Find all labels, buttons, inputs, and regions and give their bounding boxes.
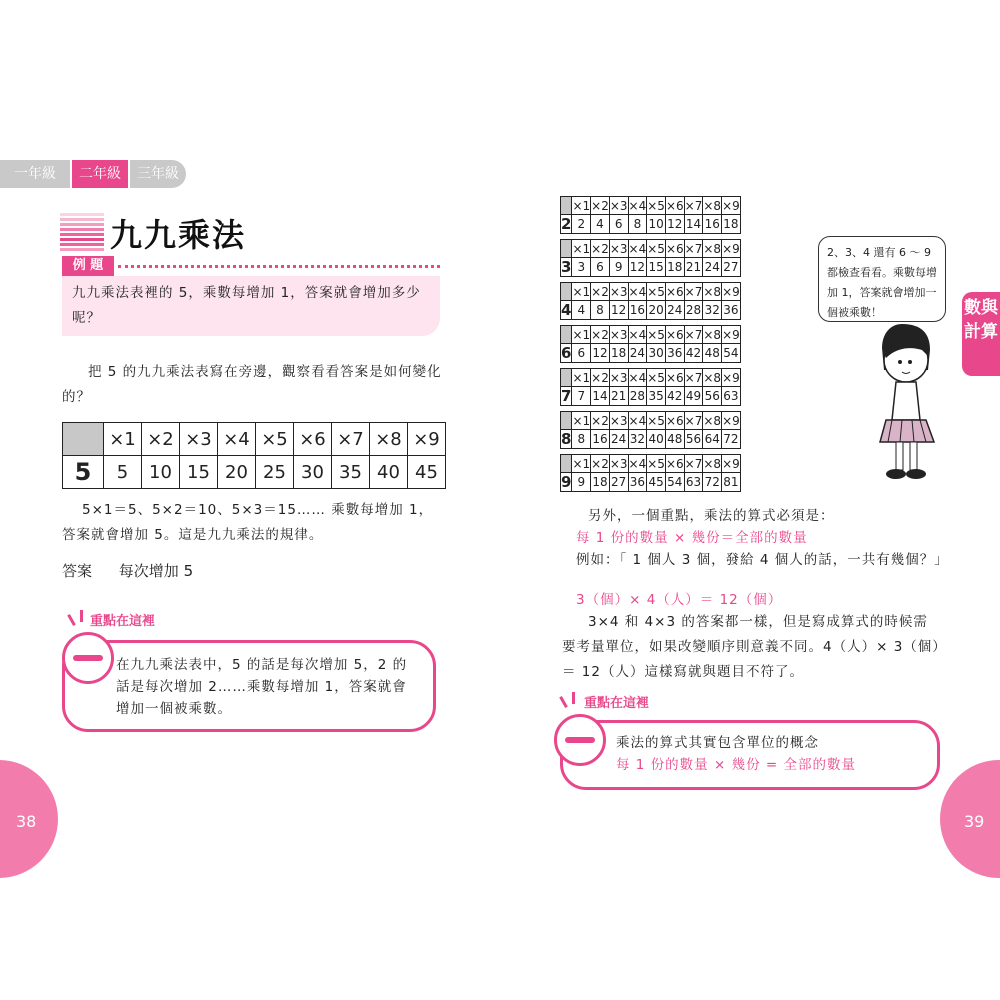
times-table-5	[62, 422, 446, 489]
col-header: ×9	[722, 413, 740, 428]
table-cell: 24	[628, 344, 647, 363]
table-corner	[561, 369, 572, 387]
times-table-2	[560, 196, 741, 234]
col-header: ×7	[684, 241, 703, 256]
side-tab: 數與計算	[962, 292, 1000, 376]
col-header: ×3	[609, 198, 628, 213]
col-header: ×3	[180, 423, 218, 456]
ray-icon	[559, 696, 568, 708]
table-cell: 42	[684, 344, 703, 363]
unit-explanation: 3×4 和 4×3 的答案都一樣，但是寫成算式的時候需要考量單位，如果改變順序則意義不同。4（人）× 3（個）＝ 12（人）這樣寫就與題目不符了。	[562, 614, 941, 680]
col-header: ×8	[703, 413, 722, 428]
right-intro: 另外，一個重點，乘法的算式必須是：	[588, 508, 835, 524]
col-header: ×4	[628, 456, 647, 471]
key-point-text: 在九九乘法表中，5 的話是每次增加 5，2 的話是每次增加 2……乘數每增加 1，答案就會增加一個被乘數。	[116, 657, 408, 717]
col-header: ×4	[628, 284, 647, 299]
example-text: 例如：「 1 個人 3 個，發給 4 個人的話，一共有幾個？」	[576, 552, 949, 568]
col-header: ×1	[572, 327, 591, 342]
col-header: ×6	[665, 241, 684, 256]
col-header: ×6	[665, 327, 684, 342]
col-header: ×1	[572, 284, 591, 299]
col-header: ×1	[572, 413, 591, 428]
col-header: ×7	[684, 413, 703, 428]
table-cell: 18	[609, 344, 628, 363]
col-header: ×5	[647, 284, 665, 299]
col-header: ×2	[591, 198, 609, 213]
col-header: ×8	[703, 198, 722, 213]
col-header: ×5	[647, 327, 665, 342]
ray-icon	[572, 692, 575, 704]
col-header: ×4	[628, 241, 647, 256]
col-header: ×4	[628, 198, 647, 213]
row-header: 6	[561, 344, 572, 362]
tab-grade-3: 三年級	[130, 160, 186, 188]
table-cell: 24	[665, 301, 684, 320]
table-cell: 49	[684, 387, 703, 406]
col-header: ×8	[703, 327, 722, 342]
table-cell: 16	[591, 430, 610, 449]
row-header: 5	[63, 456, 104, 489]
times-table-9	[560, 454, 741, 492]
character-illustration	[862, 320, 952, 490]
row-header: 8	[561, 430, 572, 448]
speech-bubble: 2、3、4 還有 6 ～ 9 都檢查看看。乘數每增加 1，答案就會增加一個被乘數！	[818, 236, 946, 322]
bell-icon	[554, 714, 606, 766]
key-point-right	[554, 690, 944, 800]
col-header: ×4	[628, 413, 647, 428]
table-cell: 63	[722, 387, 741, 406]
col-header: ×5	[647, 370, 665, 385]
col-header: ×5	[647, 241, 665, 256]
col-header: ×6	[665, 413, 684, 428]
col-header: ×9	[722, 456, 740, 471]
example-tag: 例 題	[62, 256, 114, 276]
table-cell: 36	[722, 301, 741, 320]
row-header: 3	[561, 258, 572, 276]
table-cell: 63	[684, 473, 703, 492]
col-header: ×7	[684, 370, 703, 385]
table-cell: 20	[218, 456, 256, 489]
tab-grade-1: 一年級	[0, 160, 70, 188]
table-cell: 45	[408, 456, 446, 489]
table-cell: 54	[665, 473, 684, 492]
table-corner	[561, 197, 572, 215]
times-table-6	[560, 325, 741, 363]
col-header: ×3	[609, 456, 628, 471]
col-header: ×8	[703, 370, 722, 385]
table-cell: 4	[572, 301, 591, 320]
col-header: ×1	[572, 456, 591, 471]
table-cell: 3	[572, 258, 591, 277]
table-cell: 27	[722, 258, 741, 277]
ray-icon	[80, 610, 83, 622]
table-cell: 40	[370, 456, 408, 489]
times-table-4	[560, 282, 741, 320]
col-header: ×3	[609, 370, 628, 385]
times-table-7	[560, 368, 741, 406]
section-title	[60, 210, 246, 256]
table-cell: 6	[609, 215, 628, 234]
times-table-3	[560, 239, 741, 277]
table-cell: 32	[628, 430, 647, 449]
table-cell: 14	[684, 215, 703, 234]
dotted-divider	[118, 265, 440, 268]
col-header: ×4	[218, 423, 256, 456]
col-header: ×6	[665, 370, 684, 385]
col-header: ×7	[332, 423, 370, 456]
grade-tabs	[0, 160, 188, 188]
table-cell: 81	[722, 473, 741, 492]
col-header: ×2	[591, 370, 609, 385]
ray-icon	[67, 614, 76, 626]
table-cell: 8	[628, 215, 647, 234]
table-cell: 42	[665, 387, 684, 406]
row-header: 9	[561, 473, 572, 491]
page-number-right-badge	[940, 760, 1000, 878]
col-header: ×2	[591, 413, 609, 428]
table-cell: 24	[609, 430, 628, 449]
row-header: 2	[561, 215, 572, 233]
table-cell: 6	[572, 344, 591, 363]
table-cell: 45	[647, 473, 666, 492]
table-cell: 18	[722, 215, 741, 234]
table-cell: 16	[628, 301, 647, 320]
page-number-left-badge	[0, 760, 58, 878]
table-cell: 2	[572, 215, 591, 234]
answer-text: 每次增加 5	[118, 562, 194, 580]
col-header: ×8	[370, 423, 408, 456]
col-header: ×7	[684, 198, 703, 213]
table-cell: 56	[703, 387, 722, 406]
table-cell: 12	[665, 215, 684, 234]
answer-line	[62, 560, 193, 581]
page-number-left: 38	[16, 812, 37, 831]
table-cell: 72	[703, 473, 722, 492]
table-cell: 54	[722, 344, 741, 363]
table-corner	[63, 423, 104, 456]
col-header: ×5	[256, 423, 294, 456]
table-corner	[561, 240, 572, 258]
table-cell: 64	[703, 430, 722, 449]
col-header: ×1	[104, 423, 142, 456]
table-cell: 28	[684, 301, 703, 320]
key-point-heading: 重點在這裡	[584, 696, 650, 711]
col-header: ×2	[591, 241, 609, 256]
table-cell: 10	[647, 215, 666, 234]
col-header: ×6	[665, 198, 684, 213]
formula-text: 每 1 份的數量 × 幾份＝全部的數量	[576, 530, 808, 546]
table-cell: 35	[647, 387, 666, 406]
col-header: ×2	[591, 327, 609, 342]
key-point-line1: 乘法的算式其實包含單位的概念	[616, 735, 819, 751]
table-cell: 8	[572, 430, 591, 449]
table-corner	[561, 326, 572, 344]
col-header: ×9	[722, 327, 740, 342]
key-point-heading: 重點在這裡	[90, 614, 156, 629]
row-header: 4	[561, 301, 572, 319]
table-cell: 21	[684, 258, 703, 277]
table-cell: 4	[591, 215, 610, 234]
table-corner	[561, 283, 572, 301]
key-point-line2: 每 1 份的數量 × 幾份 = 全部的數量	[616, 757, 856, 773]
table-cell: 48	[665, 430, 684, 449]
col-header: ×7	[684, 284, 703, 299]
col-header: ×3	[609, 327, 628, 342]
col-header: ×6	[665, 284, 684, 299]
col-header: ×4	[628, 370, 647, 385]
key-point-left	[62, 610, 442, 740]
table-cell: 20	[647, 301, 666, 320]
col-header: ×9	[722, 370, 740, 385]
col-header: ×6	[665, 456, 684, 471]
col-header: ×9	[408, 423, 446, 456]
col-header: ×1	[572, 241, 591, 256]
table-cell: 6	[591, 258, 610, 277]
table-cell: 18	[591, 473, 610, 492]
table-cell: 14	[591, 387, 610, 406]
table-cell: 35	[332, 456, 370, 489]
col-header: ×2	[591, 284, 609, 299]
table-cell: 10	[142, 456, 180, 489]
table-cell: 21	[609, 387, 628, 406]
table-cell: 12	[591, 344, 610, 363]
col-header: ×5	[647, 456, 665, 471]
table-cell: 25	[256, 456, 294, 489]
col-header: ×9	[722, 241, 740, 256]
instruction-text: 把 5 的九九乘法表寫在旁邊，觀察看看答案是如何變化的？	[62, 364, 442, 405]
table-cell: 12	[609, 301, 628, 320]
page-title: 九九乘法	[110, 216, 247, 254]
table-cell: 48	[703, 344, 722, 363]
col-header: ×5	[647, 198, 665, 213]
col-header: ×8	[703, 241, 722, 256]
col-header: ×9	[722, 284, 740, 299]
table-cell: 18	[665, 258, 684, 277]
row-header: 7	[561, 387, 572, 405]
bell-icon	[62, 632, 114, 684]
table-cell: 27	[609, 473, 628, 492]
example-question: 九九乘法表裡的 5，乘數每增加 1，答案就會增加多少呢？	[72, 285, 421, 326]
table-cell: 7	[572, 387, 591, 406]
answer-label: 答案	[62, 562, 93, 580]
col-header: ×1	[572, 370, 591, 385]
table-cell: 36	[665, 344, 684, 363]
table-cell: 30	[294, 456, 332, 489]
table-corner	[561, 455, 572, 473]
col-header: ×6	[294, 423, 332, 456]
calc-text: 3（個）× 4（人）＝ 12（個）	[576, 592, 783, 608]
table-cell: 36	[628, 473, 647, 492]
col-header: ×5	[647, 413, 665, 428]
table-cell: 32	[703, 301, 722, 320]
table-cell: 15	[180, 456, 218, 489]
tab-grade-2: 二年級	[72, 160, 128, 188]
col-header: ×1	[572, 198, 591, 213]
col-header: ×7	[684, 456, 703, 471]
table-cell: 72	[722, 430, 741, 449]
table-cell: 9	[572, 473, 591, 492]
diamond-icon	[60, 211, 104, 255]
table-cell: 5	[104, 456, 142, 489]
table-cell: 8	[591, 301, 610, 320]
table-cell: 9	[609, 258, 628, 277]
table-cell: 56	[684, 430, 703, 449]
table-corner	[561, 412, 572, 430]
col-header: ×2	[142, 423, 180, 456]
table-cell: 15	[647, 258, 666, 277]
page-number-right: 39	[964, 812, 985, 831]
col-header: ×3	[609, 413, 628, 428]
table-cell: 24	[703, 258, 722, 277]
col-header: ×3	[609, 241, 628, 256]
table-cell: 12	[628, 258, 647, 277]
col-header: ×8	[703, 284, 722, 299]
col-header: ×2	[591, 456, 609, 471]
col-header: ×9	[722, 198, 740, 213]
table-cell: 40	[647, 430, 666, 449]
table-cell: 30	[647, 344, 666, 363]
explanation-text: 5×1＝5、5×2＝10、5×3＝15…… 乘數每增加 1，答案就會增加 5。這是九九乘法的規律。	[62, 502, 434, 543]
col-header: ×4	[628, 327, 647, 342]
times-table-8	[560, 411, 741, 449]
table-cell: 28	[628, 387, 647, 406]
col-header: ×7	[684, 327, 703, 342]
col-header: ×3	[609, 284, 628, 299]
table-cell: 16	[703, 215, 722, 234]
col-header: ×8	[703, 456, 722, 471]
